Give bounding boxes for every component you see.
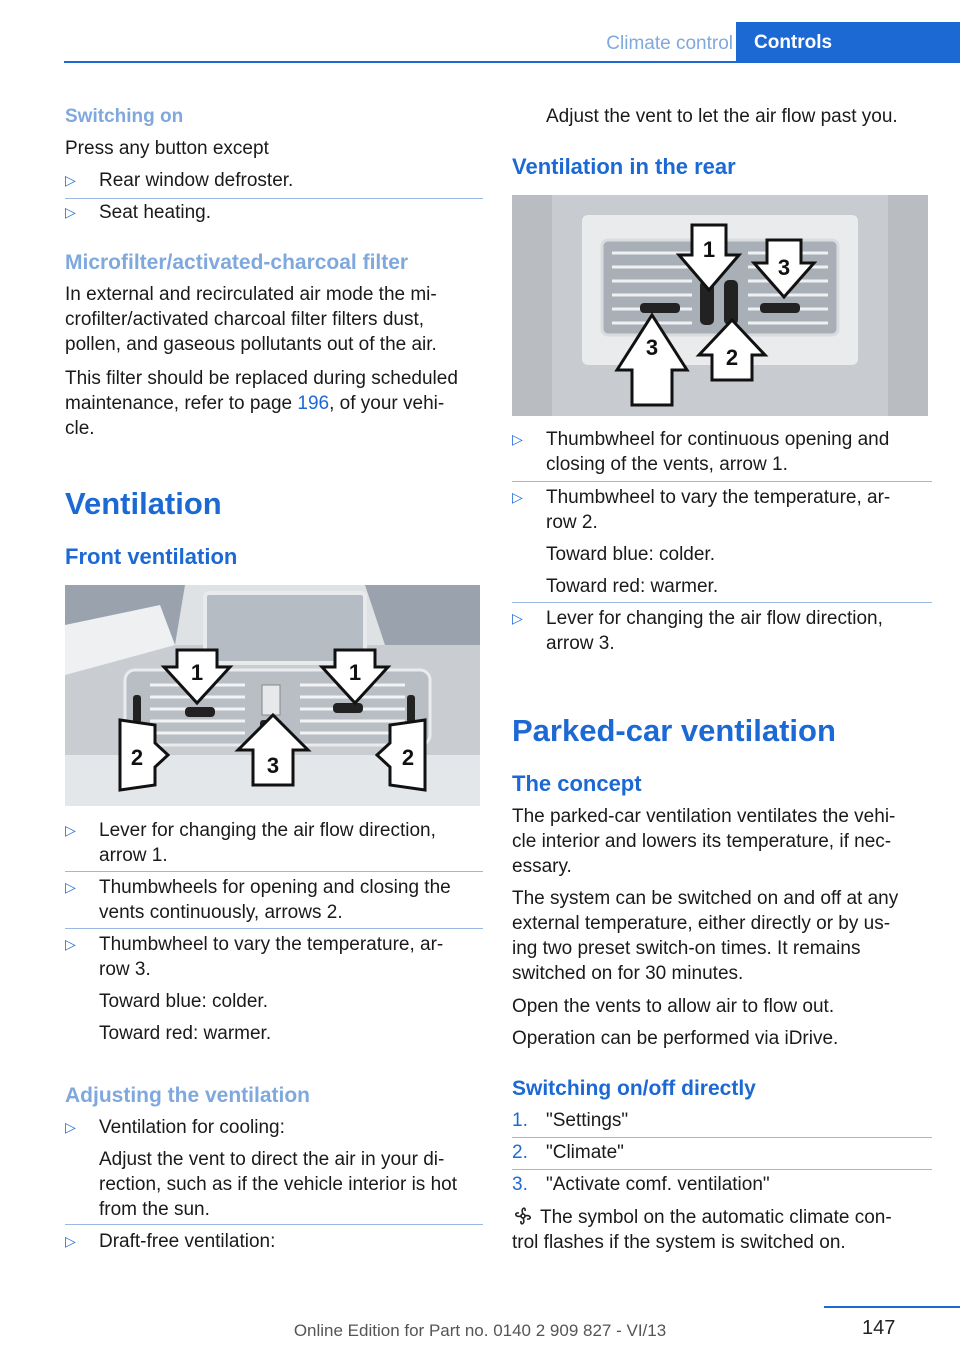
list-item-text: Thumbwheels for opening and closing the [99, 877, 451, 898]
step-number: 1. [512, 1110, 528, 1131]
triangle-bullet-icon: ▷ [65, 172, 76, 188]
symbol-line: trol flashes if the system is switched on. [512, 1232, 846, 1253]
page-number: 147 [862, 1317, 896, 1339]
list-item-text: Rear window defroster. [99, 170, 294, 191]
list-item-text: Ventilation for cooling: [99, 1117, 285, 1138]
system-line: external temperature, either directly or by us- [512, 913, 891, 934]
list-item-text: Draft-free ventilation: [99, 1231, 276, 1252]
replace-text: , of your vehi- [329, 393, 445, 414]
list-item [512, 606, 932, 662]
list-item [65, 1115, 483, 1225]
microfilter-line: pollen, and gaseous pollutants out of the air. [65, 334, 437, 355]
parked-car-title: Parked-car ventilation [512, 713, 836, 748]
microfilter-line: crofilter/activated charcoal filter filters dust, [65, 309, 425, 330]
list-item-text: Thumbwheel for continuous opening and [546, 429, 890, 450]
divider [65, 1224, 483, 1225]
concept-line: The parked-car ventilation ventilates the vehi- [512, 806, 896, 827]
list-item [65, 200, 483, 232]
switching-on-text: Press any button except [65, 138, 269, 159]
callout-label: 1 [190, 660, 204, 685]
rear-ventilation-title: Ventilation in the rear [512, 154, 736, 179]
switching-directly-title: Switching on/off directly [512, 1077, 756, 1100]
triangle-bullet-icon: ▷ [512, 489, 523, 505]
replace-line: cle. [65, 418, 95, 439]
replace-line [65, 391, 444, 416]
triangle-bullet-icon: ▷ [65, 936, 76, 952]
divider [65, 928, 483, 929]
list-item [512, 427, 932, 483]
callout-label: 3 [266, 753, 280, 778]
page-number-rule [824, 1306, 960, 1308]
idrive-text: Operation can be performed via iDrive. [512, 1028, 839, 1049]
divider [512, 481, 932, 482]
ventilation-title: Ventilation [65, 486, 222, 521]
list-item-text: vents continuously, arrows 2. [99, 902, 343, 923]
list-item-text: Thumbwheel to vary the temperature, ar- [99, 934, 444, 955]
step-text: "Activate comf. ventilation" [546, 1174, 770, 1195]
list-item-text: arrow 1. [99, 845, 168, 866]
triangle-bullet-icon: ▷ [65, 1119, 76, 1135]
callout-label: 2 [401, 745, 415, 770]
system-line: The system can be switched on and off at any [512, 888, 899, 909]
concept-title: The concept [512, 771, 642, 796]
callout-label: 1 [348, 660, 362, 685]
header-chapter-tab[interactable]: Controls [736, 22, 960, 63]
switching-on-title: Switching on [65, 106, 184, 127]
system-line: switched on for 30 minutes. [512, 963, 744, 984]
header-section-tab[interactable]: Climate control [606, 33, 733, 54]
triangle-bullet-icon: ▷ [65, 1233, 76, 1249]
system-line: ing two preset switch-on times. It remains [512, 938, 861, 959]
concept-line: cle interior and lowers its temperature, if nec- [512, 831, 892, 852]
fan-icon [512, 1206, 534, 1226]
triangle-bullet-icon: ▷ [65, 879, 76, 895]
step-number: 3. [512, 1174, 528, 1195]
triangle-bullet-icon: ▷ [65, 204, 76, 220]
microfilter-title: Microfilter/activated-charcoal filter [65, 251, 409, 274]
step-text: "Climate" [546, 1142, 624, 1163]
list-item-text: Toward red: warmer. [546, 576, 719, 597]
list-item [65, 932, 483, 1052]
list-item-text: arrow 3. [546, 633, 615, 654]
microfilter-line: In external and recirculated air mode the mi- [65, 284, 437, 305]
header-rule [64, 61, 960, 63]
symbol-line [512, 1205, 892, 1230]
concept-line: essary. [512, 856, 572, 877]
callout-label: 2 [725, 345, 739, 370]
list-item-text: Lever for changing the air flow direction, [546, 608, 883, 629]
list-item-text: Toward blue: colder. [99, 991, 268, 1012]
list-item-text: closing of the vents, arrow 1. [546, 454, 788, 475]
list-item-text: from the sun. [99, 1199, 210, 1220]
step-text: "Settings" [546, 1110, 629, 1131]
callout-label: 3 [645, 335, 659, 360]
divider [512, 1137, 932, 1138]
divider [512, 1169, 932, 1170]
step-item [512, 1140, 932, 1170]
list-item-text: Lever for changing the air flow direction, [99, 820, 436, 841]
page-reference-link[interactable]: 196 [297, 393, 330, 414]
triangle-bullet-icon: ▷ [512, 431, 523, 447]
callout-label: 1 [702, 237, 716, 262]
list-item-text: row 2. [546, 512, 598, 533]
list-item-text: Adjust the vent to direct the air in your di- [99, 1149, 445, 1170]
list-item-text: Thumbwheel to vary the temperature, ar- [546, 487, 891, 508]
step-number: 2. [512, 1142, 528, 1163]
replace-line: This filter should be replaced during scheduled [65, 368, 458, 389]
list-item-text: Toward blue: colder. [546, 544, 715, 565]
front-ventilation-figure [65, 585, 480, 806]
front-ventilation-title: Front ventilation [65, 544, 238, 569]
list-item [65, 818, 483, 874]
list-item-text: rection, such as if the vehicle interior is hot [99, 1174, 458, 1195]
list-item [65, 168, 483, 200]
list-item [512, 485, 932, 605]
list-item [65, 875, 483, 931]
callout-label: 2 [130, 745, 144, 770]
step-item [512, 1108, 932, 1138]
footer-edition: Online Edition for Part no. 0140 2 909 827 - VI/13 [293, 1321, 667, 1340]
rear-ventilation-figure [512, 195, 928, 416]
adjusting-title: Adjusting the ventilation [65, 1084, 310, 1107]
replace-text: maintenance, refer to page [65, 393, 298, 414]
list-item [65, 1229, 483, 1259]
step-item [512, 1172, 932, 1202]
draft-free-text: Adjust the vent to let the air flow past you. [546, 106, 898, 127]
symbol-text: The symbol on the automatic climate con- [540, 1207, 892, 1228]
list-item-text: Seat heating. [99, 202, 211, 223]
list-item-text: Toward red: warmer. [99, 1023, 272, 1044]
callout-label: 3 [777, 255, 791, 280]
triangle-bullet-icon: ▷ [512, 610, 523, 626]
divider [65, 198, 483, 199]
divider [512, 602, 932, 603]
triangle-bullet-icon: ▷ [65, 822, 76, 838]
divider [65, 871, 483, 872]
open-vents-text: Open the vents to allow air to flow out. [512, 996, 835, 1017]
list-item-text: row 3. [99, 959, 151, 980]
